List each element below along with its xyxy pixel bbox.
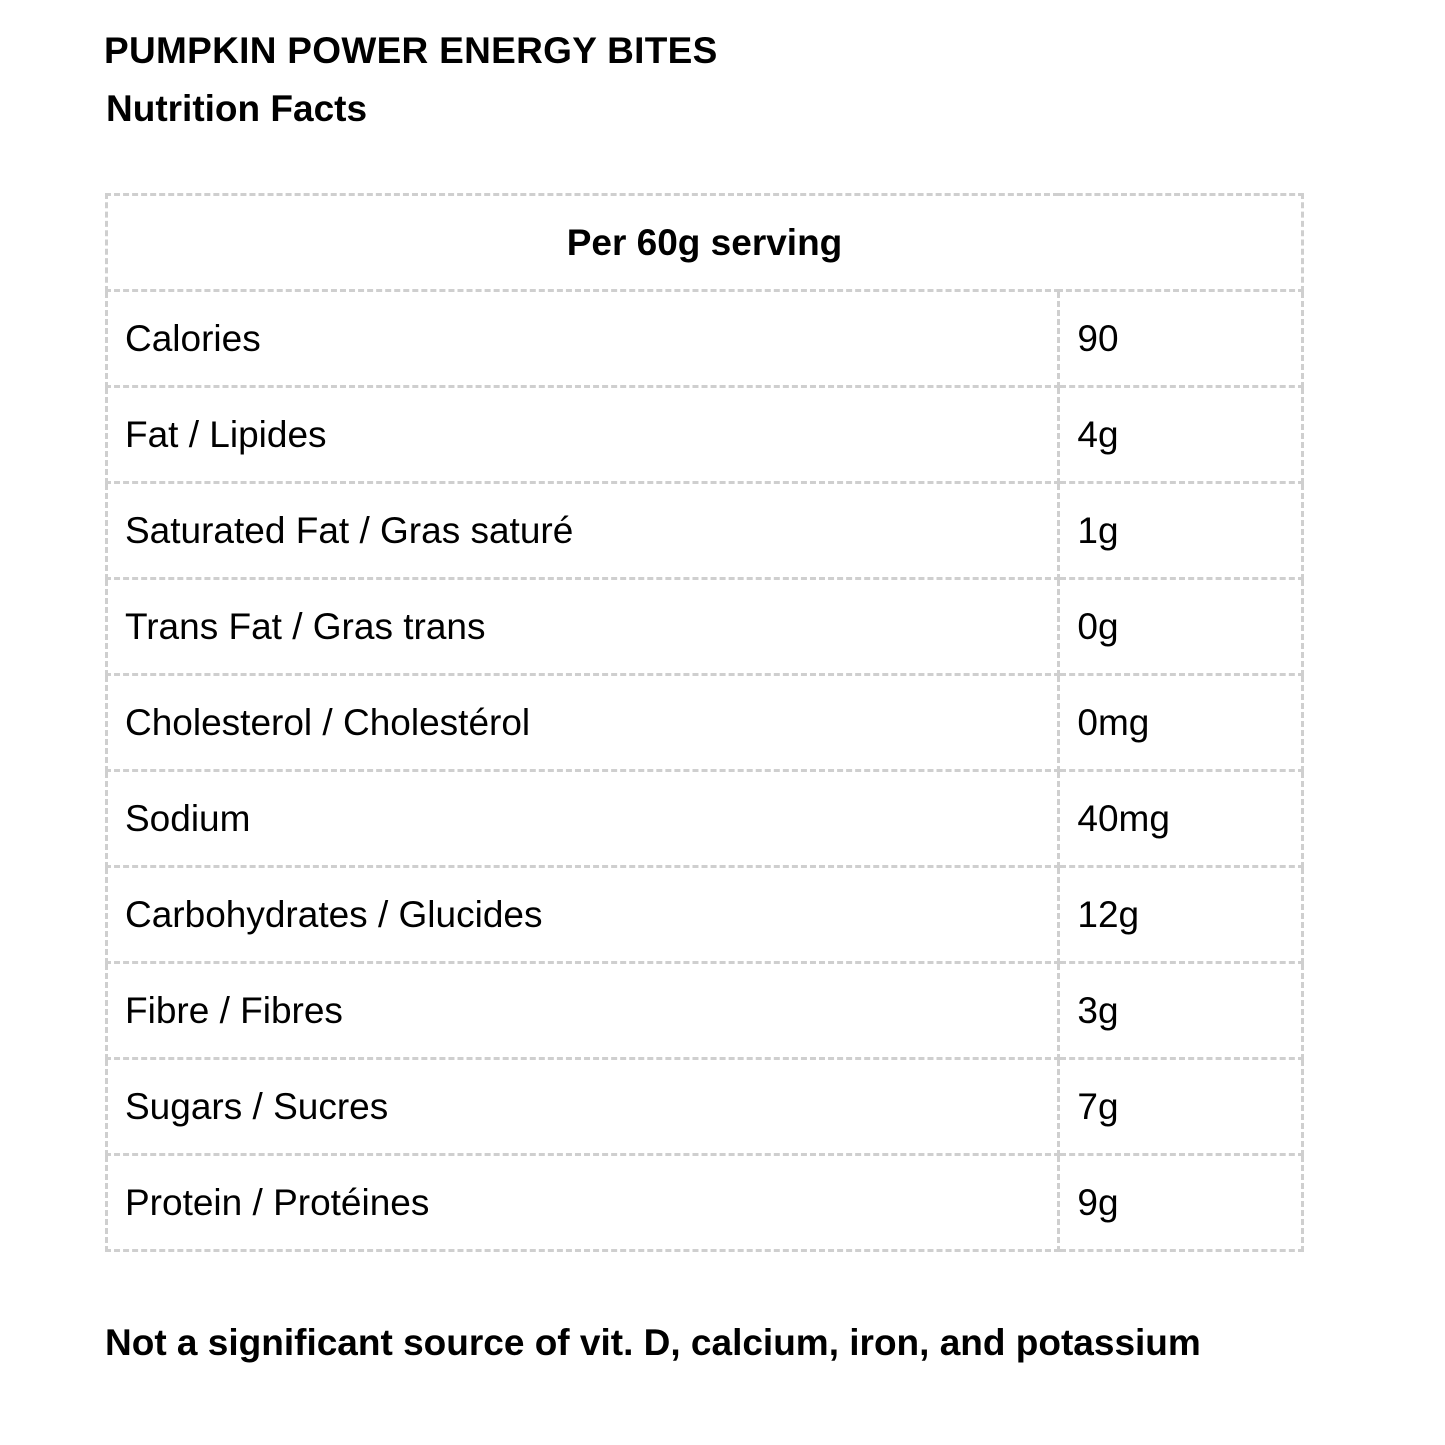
nutrition-facts-table	[105, 193, 1304, 1252]
nutrient-label: Fibre / Fibres	[107, 963, 1059, 1059]
nutrient-value: 0g	[1059, 579, 1303, 675]
table-row	[107, 675, 1303, 771]
nutrient-label: Sugars / Sucres	[107, 1059, 1059, 1155]
nutrient-value: 9g	[1059, 1155, 1303, 1251]
nutrient-label: Fat / Lipides	[107, 387, 1059, 483]
nutrient-label: Sodium	[107, 771, 1059, 867]
nutrient-value: 0mg	[1059, 675, 1303, 771]
nutrient-value: 7g	[1059, 1059, 1303, 1155]
table-row	[107, 1059, 1303, 1155]
table-row	[107, 387, 1303, 483]
serving-size-header: Per 60g serving	[107, 195, 1303, 291]
table-row	[107, 867, 1303, 963]
nutrient-label: Cholesterol / Cholestérol	[107, 675, 1059, 771]
nutrient-label: Saturated Fat / Gras saturé	[107, 483, 1059, 579]
nutrient-value: 12g	[1059, 867, 1303, 963]
nutrient-value: 90	[1059, 291, 1303, 387]
page-subtitle: Nutrition Facts	[106, 88, 368, 129]
table-row	[107, 1155, 1303, 1251]
table-row	[107, 771, 1303, 867]
product-title: PUMPKIN POWER ENERGY BITES	[104, 30, 718, 71]
table-row	[107, 963, 1303, 1059]
nutrient-value: 1g	[1059, 483, 1303, 579]
table-row	[107, 291, 1303, 387]
nutrient-value: 40mg	[1059, 771, 1303, 867]
nutrient-label: Trans Fat / Gras trans	[107, 579, 1059, 675]
nutrient-value: 4g	[1059, 387, 1303, 483]
nutrient-value: 3g	[1059, 963, 1303, 1059]
footnote: Not a significant source of vit. D, calcium, iron, and potassium	[105, 1322, 1201, 1363]
table-row	[107, 483, 1303, 579]
nutrient-label: Protein / Protéines	[107, 1155, 1059, 1251]
table-row	[107, 579, 1303, 675]
nutrient-label: Calories	[107, 291, 1059, 387]
nutrient-label: Carbohydrates / Glucides	[107, 867, 1059, 963]
serving-header-row	[107, 195, 1303, 291]
